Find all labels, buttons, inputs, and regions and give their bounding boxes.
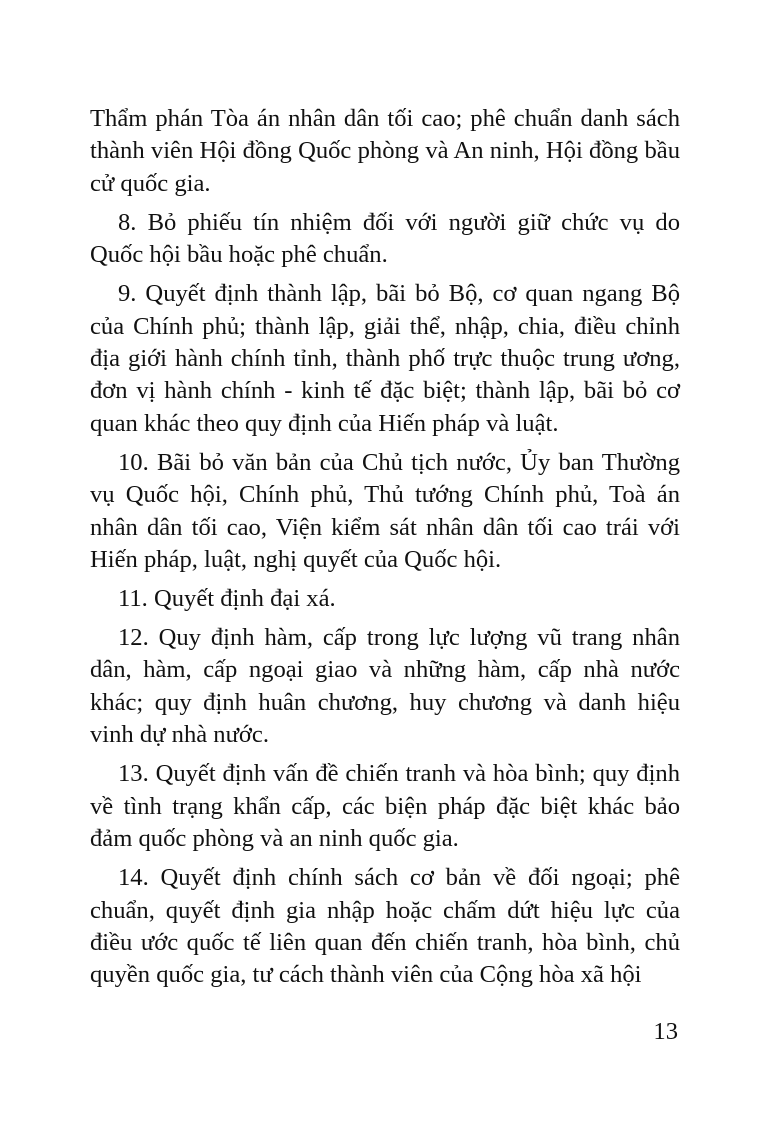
paragraph-continuation: Thẩm phán Tòa án nhân dân tối cao; phê chuẩn danh sách thành viên Hội đồng Quốc phòng và An ninh, Hội đồng bầu cử quốc gia. (90, 105, 680, 197)
paragraph-item-9: 9. Quyết định thành lập, bãi bỏ Bộ, cơ quan ngang Bộ của Chính phủ; thành lập, giải thể, nhập, chia, điều chỉnh địa giới hành chính tỉnh, thành phố trực thuộc trung ương, đơn vị hành chính - kinh tế đặc biệt; thành lập, bãi bỏ cơ quan khác theo quy định của Hiến pháp và luật. (90, 280, 680, 437)
paragraph-item-14: 14. Quyết định chính sách cơ bản về đối ngoại; phê chuẩn, quyết định gia nhập hoặc chấm dứt hiệu lực của điều ước quốc tế liên quan đến chiến tranh, hòa bình, chủ quyền quốc gia, tư cách thành viên của Cộng hòa xã hội (90, 864, 680, 989)
page-body (90, 103, 680, 992)
paragraph-item-13: 13. Quyết định vấn đề chiến tranh và hòa bình; quy định về tình trạng khẩn cấp, các biện pháp đặc biệt khác bảo đảm quốc phòng và an ninh quốc gia. (90, 760, 680, 853)
page-number: 13 (653, 1018, 678, 1045)
paragraph-item-8: 8. Bỏ phiếu tín nhiệm đối với người giữ chức vụ do Quốc hội bầu hoặc phê chuẩn. (90, 208, 680, 269)
paragraph-item-10: 10. Bãi bỏ văn bản của Chủ tịch nước, Ủy ban Thường vụ Quốc hội, Chính phủ, Thủ tướng Chính phủ, Toà án nhân dân tối cao, Viện kiểm sát nhân dân tối cao trái với Hiến pháp, luật, nghị quyết của Quốc hội. (90, 448, 680, 574)
paragraph-item-11: 11. Quyết định đại xá. (118, 585, 336, 613)
paragraph-item-12: 12. Quy định hàm, cấp trong lực lượng vũ trang nhân dân, hàm, cấp ngoại giao và những hàm, cấp nhà nước khác; quy định huân chương, huy chương và danh hiệu vinh dự nhà nước. (90, 624, 680, 749)
